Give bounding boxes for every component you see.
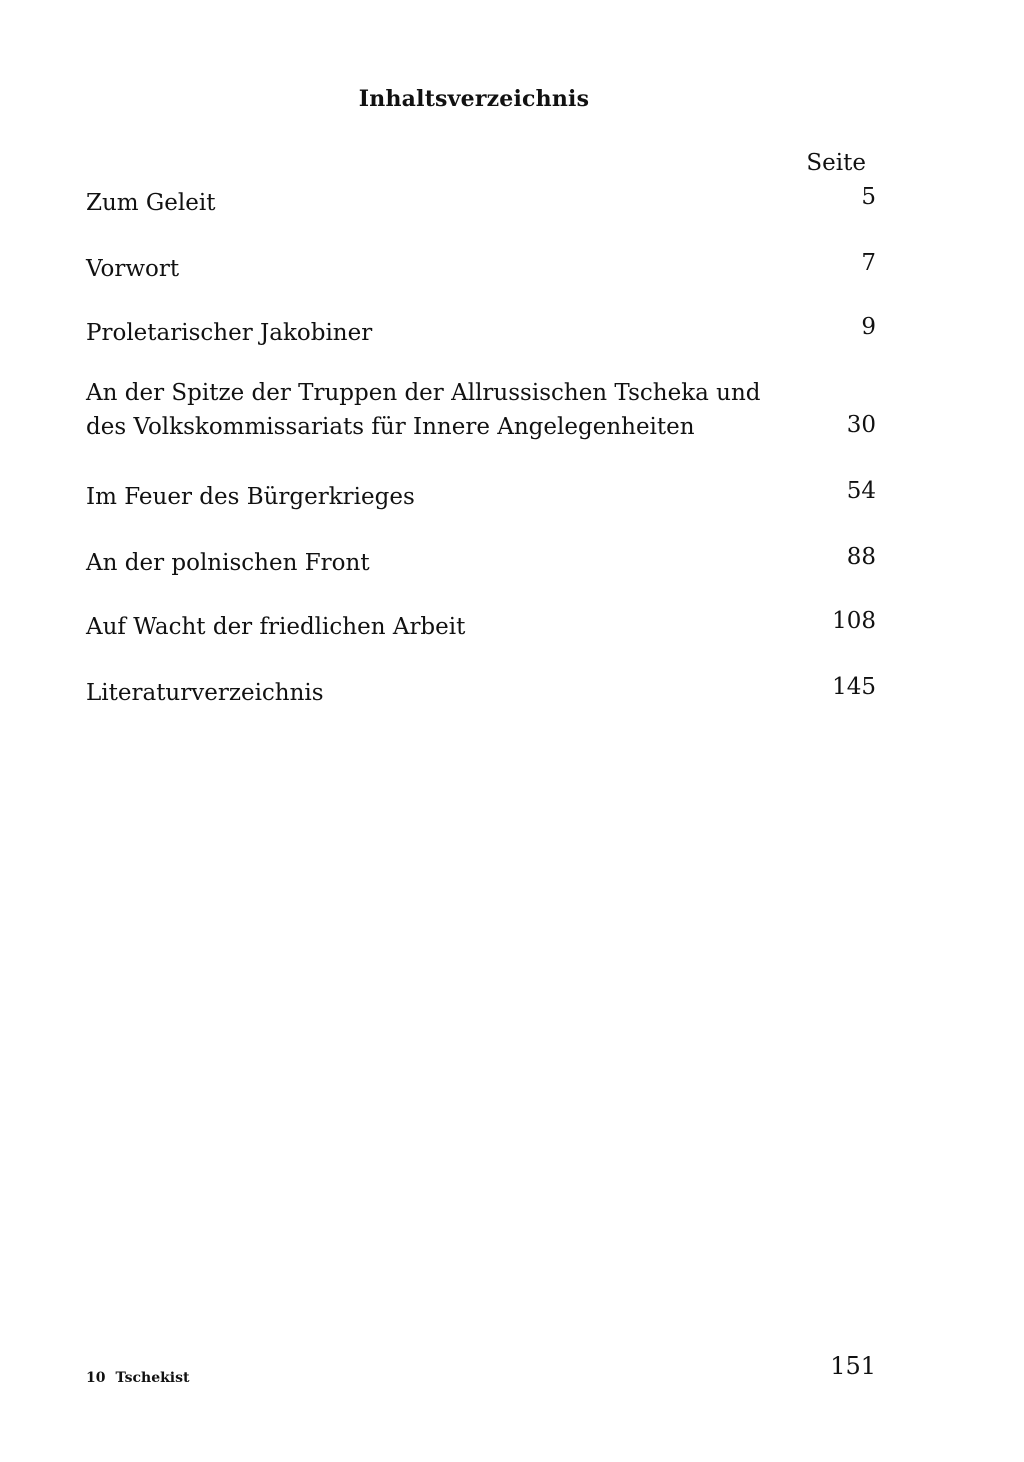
signature-number: 10 xyxy=(86,1370,106,1386)
toc-entry-title: Auf Wacht der friedlichen Arbeit xyxy=(86,614,466,640)
toc-entry xyxy=(86,376,876,444)
toc-entry xyxy=(86,316,876,350)
toc-entry xyxy=(86,186,876,220)
toc-entry-title: An der Spitze der Truppen der Allrussischen Tscheka und des Volkskommissariats für Innere Angelegenheiten xyxy=(86,380,761,440)
toc-entry-page: 108 xyxy=(832,608,876,634)
toc-entry-page: 5 xyxy=(861,184,876,210)
toc-entry xyxy=(86,546,876,580)
toc-entry-page: 7 xyxy=(861,250,876,276)
page-title: Inhaltsverzeichnis xyxy=(358,86,590,112)
toc-entry-title: Proletarischer Jakobiner xyxy=(86,320,373,346)
toc-entry xyxy=(86,480,876,514)
toc-entry-page: 9 xyxy=(861,314,876,340)
toc-entry-title: Zum Geleit xyxy=(86,190,216,216)
toc-entry-title: Im Feuer des Bürgerkrieges xyxy=(86,484,415,510)
signature-title: Tschekist xyxy=(115,1370,190,1386)
toc-entry-page: 145 xyxy=(832,674,876,700)
printer-signature xyxy=(86,1370,199,1386)
toc-entry xyxy=(86,610,876,644)
toc-entry xyxy=(86,252,876,286)
toc-entry-title: An der polnischen Front xyxy=(86,550,370,576)
page-column-label: Seite xyxy=(806,150,866,176)
toc-entry-page: 54 xyxy=(846,478,876,504)
toc-entry-page: 88 xyxy=(846,544,876,570)
toc-entry-title: Literaturverzeichnis xyxy=(86,680,324,706)
toc-entry-title: Vorwort xyxy=(86,256,180,282)
toc-entry xyxy=(86,676,876,710)
page-number: 151 xyxy=(830,1352,876,1380)
toc-entry-page: 30 xyxy=(846,412,876,438)
